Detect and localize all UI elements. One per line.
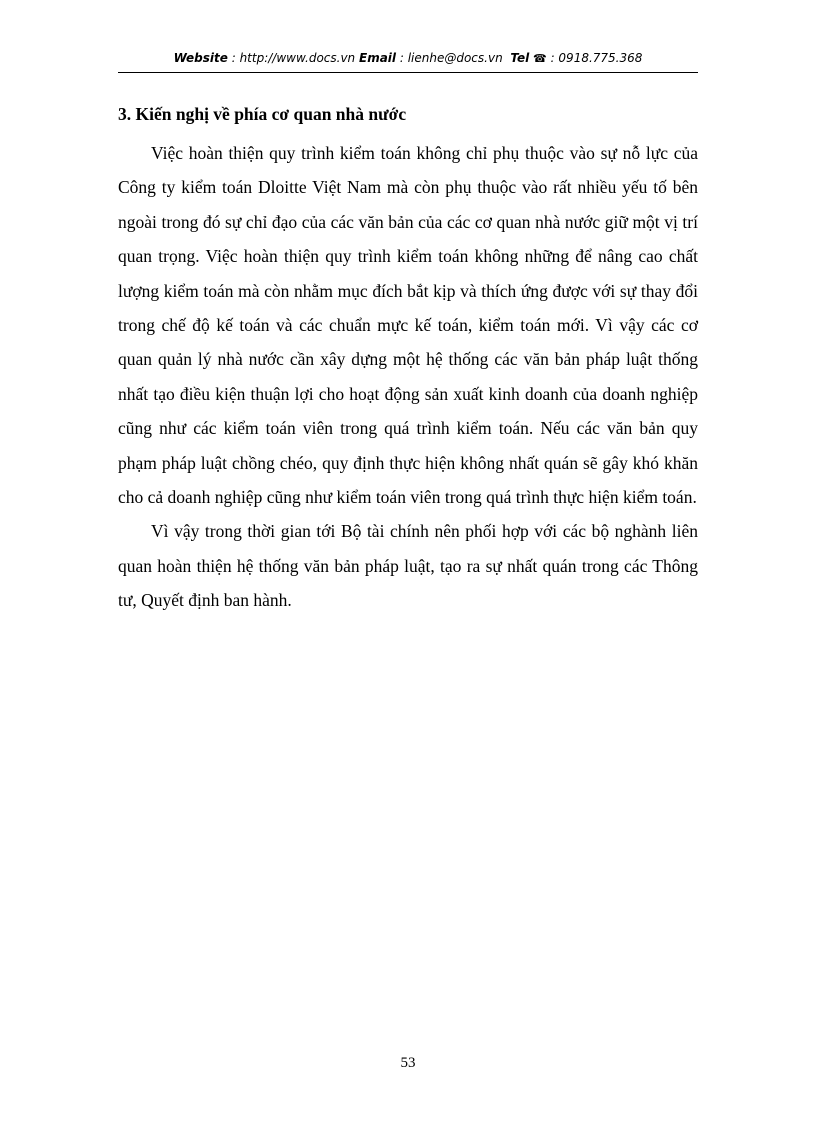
section-title: 3. Kiến nghị về phía cơ quan nhà nước: [118, 104, 407, 124]
phone-icon: ☎: [533, 52, 547, 65]
paragraph-1: Việc hoàn thiện quy trình kiểm toán không chỉ phụ thuộc vào sự nỗ lực của Công ty kiểm toán Dloitte Việt Nam mà còn phụ thuộc vào rất nhiều yếu tố bên ngoài trong đó sự chỉ đạo của các văn bản của các cơ quan nhà nước giữ một vị trí quan trọng. Việc hoàn thiện quy trình kiểm toán không những để nâng cao chất lượng kiểm toán mà còn nhằm mục đích bắt kịp và thích ứng được với sự thay đổi trong chế độ kế toán và các chuẩn mực kế toán, kiểm toán mới. Vì vậy các cơ quan quản lý nhà nước cần xây dựng một hệ thống các văn bản pháp luật thống nhất tạo điều kiện thuận lợi cho hoạt động sản xuất kinh doanh của doanh nghiệp cũng như các kiểm toán viên trong quá trình kiểm toán. Nếu các văn bản quy phạm pháp luật chồng chéo, quy định thực hiện không nhất quán sẽ gây khó khăn cho cả doanh nghiệp cũng như kiểm toán viên trong quá trình thực hiện kiểm toán.: [118, 143, 698, 508]
page-number: 53: [400, 1055, 416, 1071]
email-address: lienhe@docs.vn: [407, 51, 503, 65]
website-url: http://www.docs.vn: [239, 51, 356, 65]
tel-number: : 0918.775.368: [546, 51, 643, 65]
email-label: Email: [359, 51, 397, 65]
document-body: [118, 101, 698, 618]
page-header: [118, 50, 698, 67]
website-separator: :: [227, 51, 240, 65]
tel-label: Tel: [510, 51, 530, 65]
email-separator: :: [396, 51, 408, 65]
header-divider: [118, 72, 698, 73]
website-label: Website: [173, 51, 228, 65]
paragraph-2: Vì vậy trong thời gian tới Bộ tài chính nên phối hợp với các bộ nghành liên quan hoàn thiện hệ thống văn bản pháp luật, tạo ra sự nhất quán trong các Thông tư, Quyết định ban hành.: [118, 521, 698, 611]
